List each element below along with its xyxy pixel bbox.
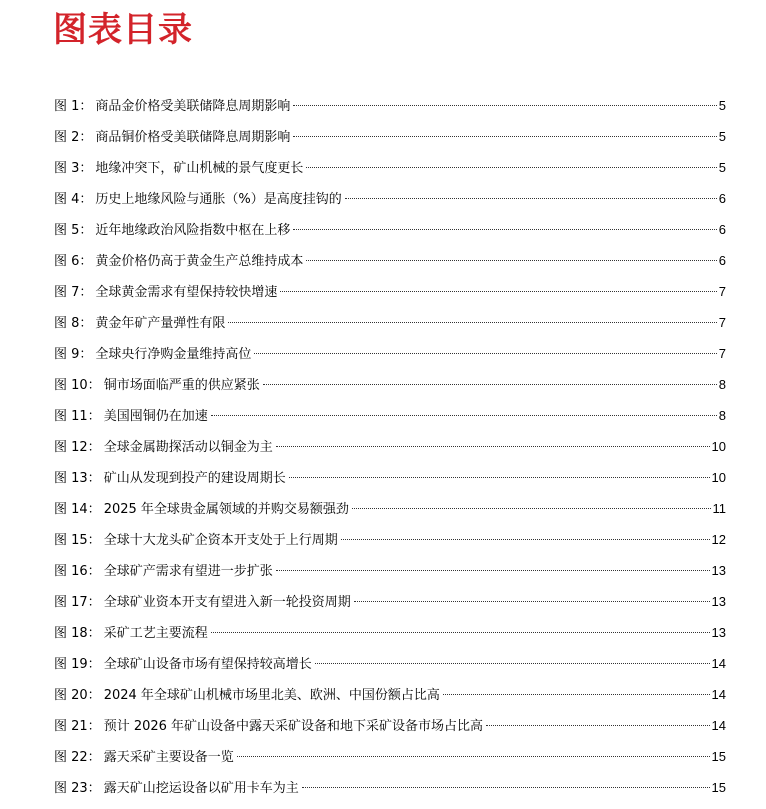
- toc-entry[interactable]: [54, 499, 726, 530]
- toc-entry-title[interactable]: 矿山从发现到投产的建设周期长: [103, 471, 286, 486]
- toc-entry-title[interactable]: 全球十大龙头矿企资本开支处于上行周期: [103, 533, 338, 548]
- toc-entry-page-number[interactable]: 8: [718, 408, 726, 423]
- toc-entry[interactable]: [54, 96, 726, 127]
- toc-entry-title[interactable]: 2025 年全球贵金属领域的并购交易额强劲: [103, 502, 349, 517]
- toc-entry-page-number[interactable]: 6: [718, 191, 726, 206]
- toc-entry[interactable]: [54, 220, 726, 251]
- toc-entry[interactable]: [54, 592, 726, 623]
- toc-entry-title[interactable]: 铜市场面临严重的供应紧张: [103, 378, 260, 393]
- toc-entry-page-number[interactable]: 7: [718, 315, 726, 330]
- toc-dot-leader: [293, 135, 716, 137]
- toc-dot-leader: [443, 693, 710, 695]
- toc-entry-label: 图 3：: [54, 161, 93, 176]
- toc-dot-leader: [211, 414, 717, 416]
- toc-entry[interactable]: [54, 344, 726, 375]
- toc-entry-title[interactable]: 露天矿山挖运设备以矿用卡车为主: [103, 781, 299, 796]
- toc-entry[interactable]: [54, 158, 726, 189]
- toc-entry-page-number[interactable]: 5: [718, 160, 726, 175]
- toc-entry-label: 图 23：: [54, 781, 101, 796]
- toc-entry-title[interactable]: 近年地缘政治风险指数中枢在上移: [95, 223, 291, 238]
- toc-entry-page-number[interactable]: 5: [718, 98, 726, 113]
- toc-entry-title[interactable]: 黄金年矿产量弹性有限: [95, 316, 226, 331]
- toc-entry-title[interactable]: 露天采矿主要设备一览: [103, 750, 234, 765]
- toc-entry-page-number[interactable]: 13: [711, 594, 726, 609]
- toc-entry-label: 图 7：: [54, 285, 93, 300]
- toc-entry[interactable]: [54, 747, 726, 778]
- toc-entry[interactable]: [54, 778, 726, 809]
- toc-entry-label: 图 19：: [54, 657, 101, 672]
- toc-entry-title[interactable]: 全球黄金需求有望保持较快增速: [95, 285, 278, 300]
- toc-entry-label: 图 16：: [54, 564, 101, 579]
- toc-entry-title[interactable]: 2024 年全球矿山机械市场里北美、欧洲、中国份额占比高: [103, 688, 440, 703]
- toc-entry[interactable]: [54, 468, 726, 499]
- toc-entry-title[interactable]: 全球央行净购金量维持高位: [95, 347, 252, 362]
- page-title: 图表目录: [53, 10, 193, 50]
- toc-entry[interactable]: [54, 685, 726, 716]
- toc-entry-title[interactable]: 全球矿业资本开支有望进入新一轮投资周期: [103, 595, 351, 610]
- toc-entry-title[interactable]: 全球金属勘探活动以铜金为主: [103, 440, 273, 455]
- toc-entry-title[interactable]: 历史上地缘风险与通胀（%）是高度挂钩的: [95, 192, 342, 207]
- toc-dot-leader: [237, 755, 710, 757]
- toc-entry-page-number[interactable]: 14: [711, 656, 726, 671]
- toc-entry[interactable]: [54, 437, 726, 468]
- toc-dot-leader: [345, 197, 717, 199]
- toc-dot-leader: [486, 724, 709, 726]
- toc-entry-page-number[interactable]: 13: [711, 563, 726, 578]
- toc-entry[interactable]: [54, 127, 726, 158]
- toc-dot-leader: [315, 662, 710, 664]
- toc-entry-page-number[interactable]: 14: [711, 718, 726, 733]
- toc-entry-page-number[interactable]: 10: [711, 439, 726, 454]
- toc-dot-leader: [263, 383, 717, 385]
- toc-dot-leader: [276, 569, 710, 571]
- toc-dot-leader: [254, 352, 716, 354]
- toc-entry-title[interactable]: 地缘冲突下，矿山机械的景气度更长: [95, 161, 304, 176]
- toc-entry[interactable]: [54, 189, 726, 220]
- toc-entry[interactable]: [54, 623, 726, 654]
- toc-entry-page-number[interactable]: 15: [711, 749, 726, 764]
- toc-entry-label: 图 11：: [54, 409, 101, 424]
- toc-entry-page-number[interactable]: 7: [718, 346, 726, 361]
- toc-entry-label: 图 21：: [54, 719, 101, 734]
- toc-entry-label: 图 8：: [54, 316, 93, 331]
- toc-dot-leader: [293, 104, 716, 106]
- toc-entry-page-number[interactable]: 11: [712, 501, 726, 516]
- toc-entry-label: 图 13：: [54, 471, 101, 486]
- toc-dot-leader: [341, 538, 710, 540]
- toc-entry-title[interactable]: 采矿工艺主要流程: [103, 626, 208, 641]
- figure-toc-list: [54, 96, 726, 809]
- toc-dot-leader: [352, 507, 711, 509]
- toc-entry[interactable]: [54, 716, 726, 747]
- toc-dot-leader: [293, 228, 716, 230]
- toc-dot-leader: [228, 321, 716, 323]
- toc-entry-page-number[interactable]: 10: [711, 470, 726, 485]
- toc-dot-leader: [211, 631, 710, 633]
- toc-entry-label: 图 17：: [54, 595, 101, 610]
- toc-entry[interactable]: [54, 282, 726, 313]
- toc-entry-title[interactable]: 商品铜价格受美联储降息周期影响: [95, 130, 291, 145]
- toc-entry-label: 图 2：: [54, 130, 93, 145]
- toc-entry-page-number[interactable]: 12: [711, 532, 726, 547]
- toc-entry-label: 图 18：: [54, 626, 101, 641]
- toc-entry[interactable]: [54, 406, 726, 437]
- toc-entry-page-number[interactable]: 6: [718, 253, 726, 268]
- toc-dot-leader: [276, 445, 710, 447]
- toc-entry-label: 图 6：: [54, 254, 93, 269]
- toc-entry-title[interactable]: 全球矿产需求有望进一步扩张: [103, 564, 273, 579]
- toc-entry-label: 图 14：: [54, 502, 101, 517]
- toc-entry-label: 图 5：: [54, 223, 93, 238]
- toc-entry-page-number[interactable]: 14: [711, 687, 726, 702]
- toc-entry-title[interactable]: 预计 2026 年矿山设备中露天采矿设备和地下采矿设备市场占比高: [103, 719, 484, 734]
- toc-entry-label: 图 15：: [54, 533, 101, 548]
- toc-entry[interactable]: [54, 530, 726, 561]
- toc-entry-label: 图 1：: [54, 99, 93, 114]
- toc-entry[interactable]: [54, 561, 726, 592]
- toc-entry-label: 图 9：: [54, 347, 93, 362]
- toc-entry[interactable]: [54, 313, 726, 344]
- toc-dot-leader: [306, 259, 716, 261]
- toc-entry-label: 图 4：: [54, 192, 93, 207]
- toc-entry-label: 图 20：: [54, 688, 101, 703]
- toc-entry[interactable]: [54, 654, 726, 685]
- toc-entry-page-number[interactable]: 5: [718, 129, 726, 144]
- toc-entry-title[interactable]: 商品金价格受美联储降息周期影响: [95, 99, 291, 114]
- toc-entry-title[interactable]: 黄金价格仍高于黄金生产总维持成本: [95, 254, 304, 269]
- toc-entry-page-number[interactable]: 6: [718, 222, 726, 237]
- toc-entry-page-number[interactable]: 15: [711, 780, 726, 795]
- toc-dot-leader: [302, 786, 710, 788]
- toc-entry-page-number[interactable]: 13: [711, 625, 726, 640]
- toc-dot-leader: [280, 290, 716, 292]
- toc-entry-title[interactable]: 美国囤铜仍在加速: [103, 409, 208, 424]
- toc-entry-label: 图 22：: [54, 750, 101, 765]
- toc-entry-page-number[interactable]: 8: [718, 377, 726, 392]
- toc-dot-leader: [354, 600, 710, 602]
- toc-dot-leader: [289, 476, 710, 478]
- toc-entry-title[interactable]: 全球矿山设备市场有望保持较高增长: [103, 657, 312, 672]
- toc-entry[interactable]: [54, 375, 726, 406]
- toc-entry-label: 图 10：: [54, 378, 101, 393]
- toc-entry-label: 图 12：: [54, 440, 101, 455]
- toc-entry[interactable]: [54, 251, 726, 282]
- toc-entry-page-number[interactable]: 7: [718, 284, 726, 299]
- toc-dot-leader: [306, 166, 716, 168]
